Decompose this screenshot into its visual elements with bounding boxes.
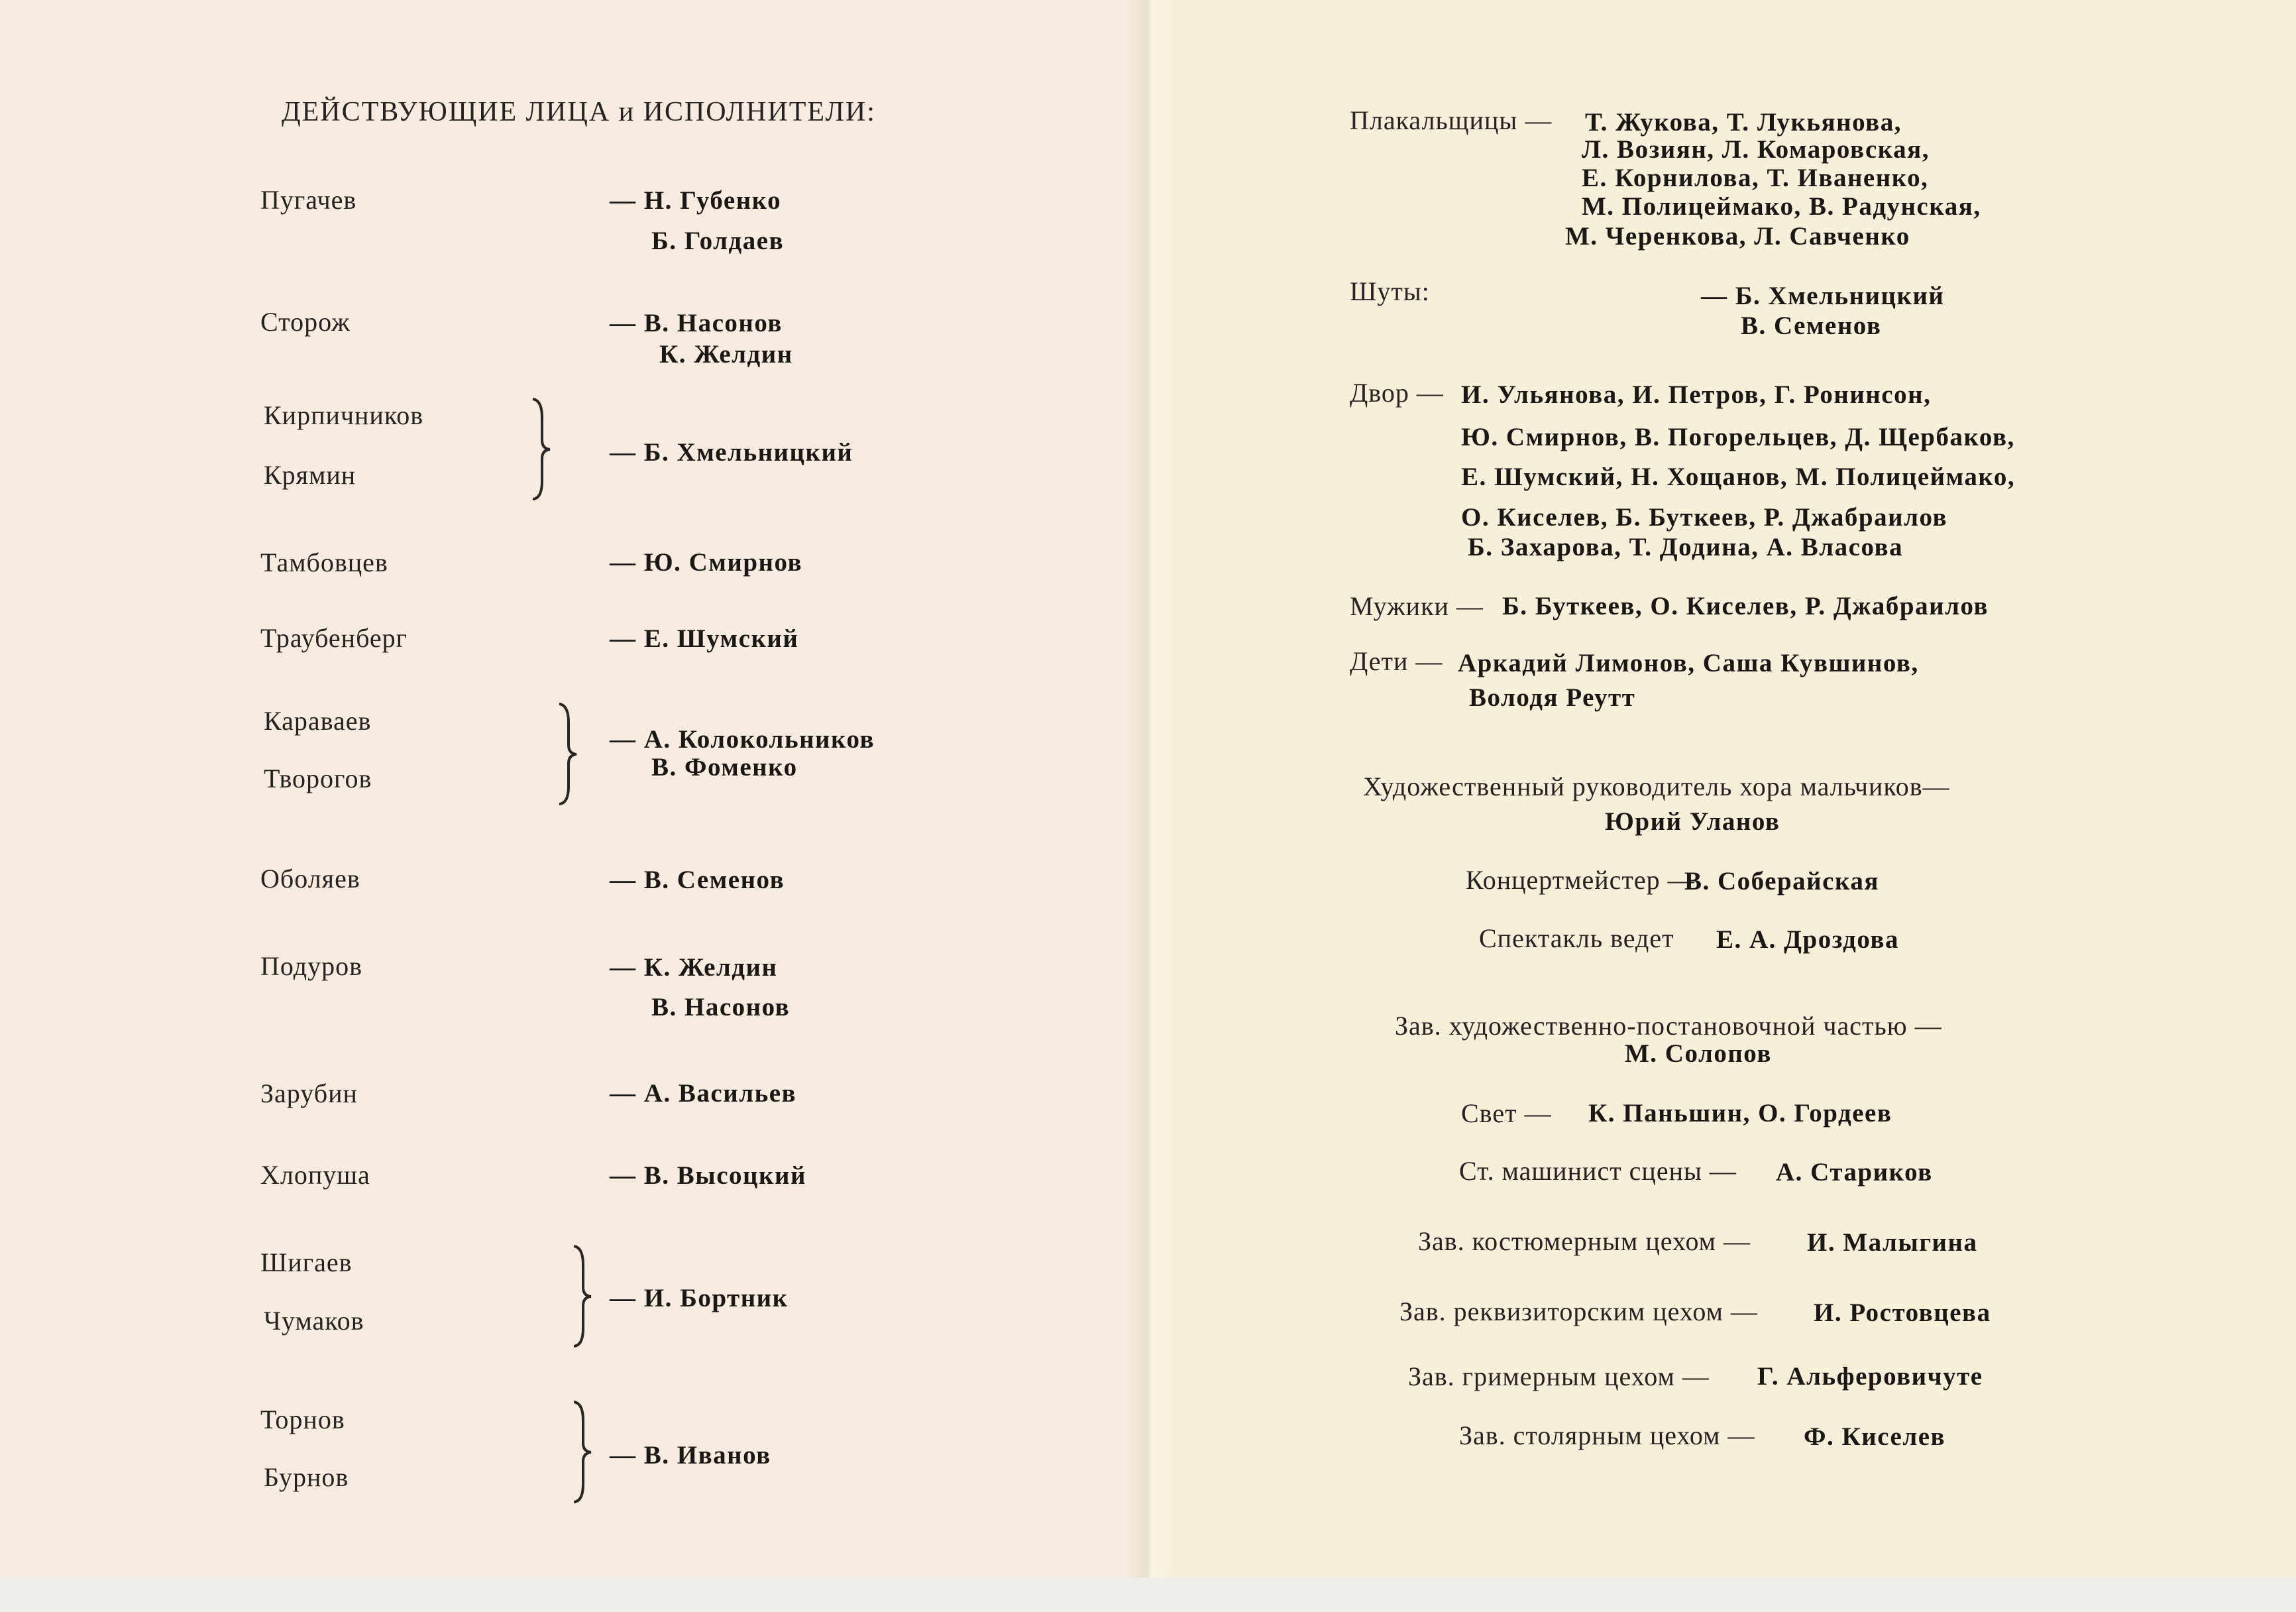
light-names: К. Паньшин, О. Гордеев xyxy=(1588,1099,1892,1127)
role-pugachev: Пугачев xyxy=(260,185,357,215)
court-line-1: И. Ульянова, И. Петров, Г. Ронинсон, xyxy=(1461,380,1932,409)
role-tvorogov: Творогов xyxy=(264,764,372,793)
role-obolyaev: Оболяев xyxy=(260,864,360,893)
mourners-line-1: Т. Жукова, Т. Лукьянова, xyxy=(1585,108,1902,137)
role-karavaev: Караваев xyxy=(264,706,372,736)
actor-zarubin: — А. Васильев xyxy=(610,1079,797,1108)
role-chumakov: Чумаков xyxy=(264,1306,364,1336)
actor-podurov-1: — К. Желдин xyxy=(610,953,778,982)
brace-karavaev xyxy=(557,703,580,805)
jesters-line-2: В. Семенов xyxy=(1741,312,1882,340)
makeup-name: Г. Альферовичуте xyxy=(1757,1362,1983,1391)
mourners-line-4: М. Полицеймако, В. Радунская, xyxy=(1582,192,1981,221)
role-burnov: Бурнов xyxy=(264,1462,349,1492)
choir-label: Художественный руководитель хора мальчиков— xyxy=(1363,772,1950,801)
actor-shigaev-chumakov: — И. Бортник xyxy=(610,1284,789,1312)
role-zarubin: Зарубин xyxy=(260,1078,358,1108)
court-line-2: Ю. Смирнов, В. Погорельцев, Д. Щербаков, xyxy=(1461,423,2015,451)
actor-karavaev-2: В. Фоменко xyxy=(651,753,798,781)
machinist-name: А. Стариков xyxy=(1776,1158,1933,1186)
role-tambovtsev: Тамбовцев xyxy=(260,547,388,577)
production-label: Зав. художественно-постановочной частью — xyxy=(1395,1011,1942,1041)
role-storozh: Сторож xyxy=(260,307,351,337)
role-shigaev: Шигаев xyxy=(260,1247,353,1277)
accompanist-name: В. Соберайская xyxy=(1684,867,1879,895)
court-line-3: Е. Шумский, Н. Хощанов, М. Полицеймако, xyxy=(1461,463,2016,491)
mourners-line-5: М. Черенкова, Л. Савченко xyxy=(1565,222,1910,251)
actor-traubenberg: — Е. Шумский xyxy=(610,624,799,653)
court-line-5: Б. Захарова, Т. Додина, А. Власова xyxy=(1468,533,1904,561)
costume-label: Зав. костюмерным цехом — xyxy=(1418,1226,1751,1256)
brace-kirpichnikov xyxy=(530,398,554,500)
role-khlopusha: Хлопуша xyxy=(260,1160,370,1190)
actor-tornov-burnov: — В. Иванов xyxy=(610,1441,771,1469)
court-line-4: О. Киселев, Б. Буткеев, Р. Джабраилов xyxy=(1461,503,1948,532)
peasants-label: Мужики — xyxy=(1350,591,1484,621)
actor-khlopusha: — В. Высоцкий xyxy=(610,1161,806,1190)
actor-tambovtsev: — Ю. Смирнов xyxy=(610,548,803,577)
machinist-label: Ст. машинист сцены — xyxy=(1459,1156,1737,1186)
jesters-line-1: — Б. Хмельницкий xyxy=(1701,282,1945,310)
light-label: Свет — xyxy=(1461,1098,1552,1128)
actor-kirpichnikov-kryamin: — Б. Хмельницкий xyxy=(610,438,853,467)
actor-obolyaev: — В. Семенов xyxy=(610,866,785,894)
children-line-1: Аркадий Лимонов, Саша Кувшинов, xyxy=(1458,649,1919,677)
actor-storozh-2: К. Желдин xyxy=(659,340,793,369)
peasants-names: Б. Буткеев, О. Киселев, Р. Джабраилов xyxy=(1502,592,1989,620)
brace-shigaev xyxy=(571,1245,595,1348)
makeup-label: Зав. гримерным цехом — xyxy=(1408,1361,1710,1391)
role-podurov: Подуров xyxy=(260,951,362,981)
court-label: Двор — xyxy=(1350,378,1444,408)
carpentry-name: Ф. Киселев xyxy=(1804,1422,1946,1451)
choir-name: Юрий Уланов xyxy=(1605,807,1780,836)
children-label: Дети — xyxy=(1350,646,1443,676)
accompanist-label: Концертмейстер — xyxy=(1466,865,1695,895)
mourners-label: Плакальщицы — xyxy=(1350,105,1553,135)
actor-podurov-2: В. Насонов xyxy=(651,993,791,1021)
role-traubenberg: Траубенберг xyxy=(260,623,408,653)
props-label: Зав. реквизиторским цехом — xyxy=(1399,1296,1758,1326)
production-name: М. Солопов xyxy=(1625,1039,1772,1068)
actor-karavaev-1: — А. Колокольников xyxy=(610,725,875,754)
role-kryamin: Крямин xyxy=(264,460,356,490)
costume-name: И. Малыгина xyxy=(1807,1228,1978,1257)
role-tornov: Торнов xyxy=(260,1405,345,1434)
actor-storozh-1: — В. Насонов xyxy=(610,309,783,337)
cast-title: ДЕЙСТВУЮЩИЕ ЛИЦА и ИСПОЛНИТЕЛИ: xyxy=(282,97,876,127)
stage-manager-label: Спектакль ведет xyxy=(1479,923,1674,953)
mourners-line-3: Е. Корнилова, Т. Иваненко, xyxy=(1582,164,1929,192)
brace-tornov xyxy=(571,1401,595,1503)
props-name: И. Ростовцева xyxy=(1814,1298,1991,1327)
actor-pugachev-2: Б. Голдаев xyxy=(651,227,785,255)
stage-manager-name: Е. А. Дроздова xyxy=(1716,925,1899,954)
children-line-2: Володя Реутт xyxy=(1469,683,1636,712)
jesters-label: Шуты: xyxy=(1350,276,1430,306)
actor-pugachev-1: — Н. Губенко xyxy=(610,186,782,215)
role-kirpichnikov: Кирпичников xyxy=(264,400,424,430)
carpentry-label: Зав. столярным цехом — xyxy=(1459,1420,1755,1450)
mourners-line-2: Л. Возиян, Л. Комаровская, xyxy=(1582,135,1930,164)
center-fold xyxy=(1126,0,1173,1578)
scan-bottom-strip xyxy=(0,1578,2296,1612)
